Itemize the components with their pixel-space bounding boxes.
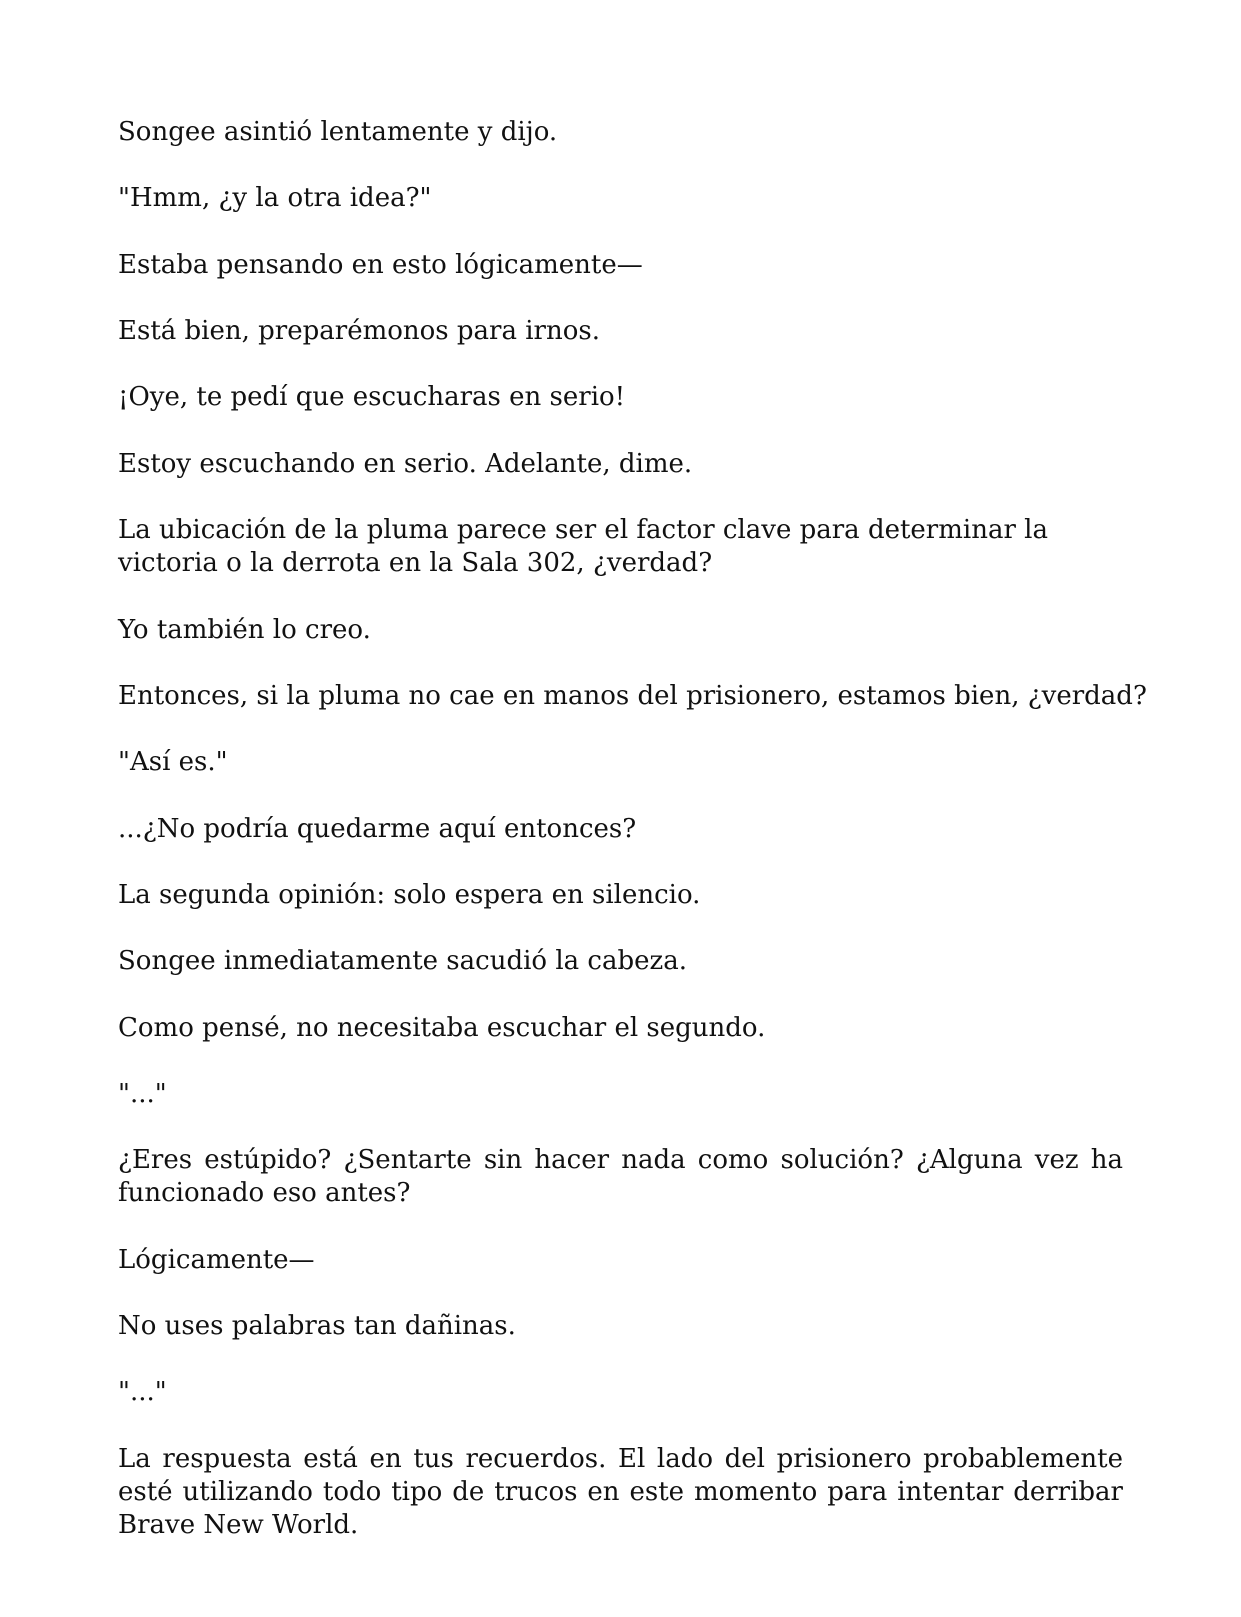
paragraph: Como pensé, no necesitaba escuchar el segundo. (118, 1013, 766, 1043)
paragraph: "..." (118, 1079, 167, 1109)
paragraph: Songee asintió lentamente y dijo. (118, 117, 558, 147)
paragraph: Lógicamente— (118, 1245, 315, 1275)
paragraph: No uses palabras tan dañinas. (118, 1311, 516, 1341)
paragraph: Estoy escuchando en serio. Adelante, dime. (118, 449, 693, 479)
paragraph: La ubicación de la pluma parece ser el factor clave para determinar la victoria o la derrota en la Sala 302, ¿verdad? (118, 515, 1048, 578)
paragraph: La segunda opinión: solo espera en silencio. (118, 880, 701, 910)
paragraph: Yo también lo creo. (118, 615, 371, 645)
paragraph: Entonces, si la pluma no cae en manos del prisionero, estamos bien, ¿verdad? (118, 681, 1147, 711)
paragraph: ¿Eres estúpido? ¿Sentarte sin hacer nada como solución? ¿Alguna vez ha funcionado eso antes? (118, 1145, 1123, 1208)
paragraph: "..." (118, 1377, 167, 1407)
paragraph: "Hmm, ¿y la otra idea?" (118, 183, 432, 213)
paragraph: "Así es." (118, 747, 228, 777)
paragraph: Está bien, preparémonos para irnos. (118, 316, 600, 346)
paragraph: ¡Oye, te pedí que escucharas en serio! (118, 382, 626, 412)
paragraph: Songee inmediatamente sacudió la cabeza. (118, 946, 687, 976)
paragraph: ...¿No podría quedarme aquí entonces? (118, 814, 637, 844)
paragraph: La respuesta está en tus recuerdos. El lado del prisionero probablemente esté utilizando todo tipo de trucos en este momento para intentar derribar Brave New World. (118, 1444, 1123, 1540)
paragraph: Estaba pensando en esto lógicamente— (118, 250, 643, 280)
